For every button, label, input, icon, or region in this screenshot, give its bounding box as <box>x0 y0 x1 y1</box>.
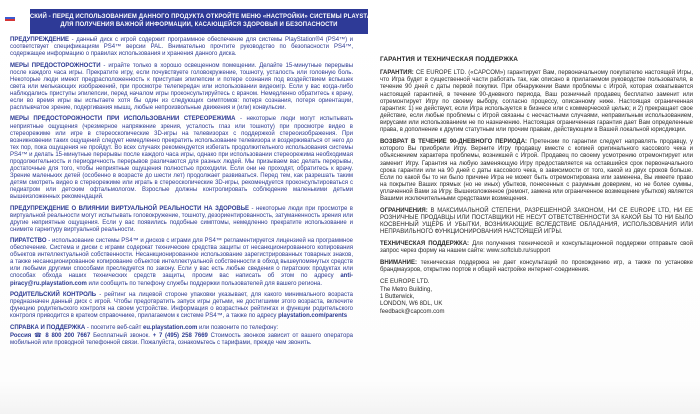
address-line: 1 Butterwick, <box>380 294 415 301</box>
paragraph-heading: ТЕХНИЧЕСКАЯ ПОДДЕРЖКА: <box>380 241 470 248</box>
paragraph-heading: ПИРАТСТВО <box>10 238 47 245</box>
paragraph-heading: МЕРЫ ПРЕДОСТОРОЖНОСТИ <box>10 62 101 69</box>
safety-column <box>10 37 353 352</box>
parents-url: playstation.com/parents <box>278 313 348 320</box>
banner-line1 <box>5 14 394 22</box>
country-label: Россия <box>10 333 32 340</box>
support-url: eu.playstation.com <box>143 324 198 331</box>
paragraph-heading: СПРАВКА И ПОДДЕРЖКА <box>10 324 86 331</box>
stereo-precautions-paragraph: МЕРЫ ПРЕДОСТОРОЖНОСТИ ПРИ ИСПОЛЬЗОВАНИИ СТЕРЕОРЕЖИМА - некоторые люди могут испытывать неприятные ощущения (чрезмерное напряжение зрения, усталость глаз или тошноту) при просмотре видео в стереорежиме или игре в стереоскопические 3D-игры на телевизорах с поддержкой стереоизображения. При возникновении таких ощущений следует немедленно прекратить использование телевизора и воздерживаться от него до тех пор, пока ощущения не пройдут. Во всех случаях рекомендуется избегать продолжительного использования системы PS4™ и делать 15-минутные перерывы после каждого часа игры, однако при использовании стереорежима необходимая продолжительность и периодичность перерывов различаются для разных людей. Мы призываем вас делать перерывы, достаточные для того, чтобы неприятные ощущения полностью проходили. Если они не проходят, обратитесь к врачу. Зрение маленьких детей (особенно в возрасте до шести лет) продолжает развиваться. Перед тем, как разрешать таким детям смотреть видео в стереорежиме или играть в стереоскопические 3D-игры, рекомендуется проконсультироваться с педиатром или детским офтальмологом. Взрослые должны контролировать соблюдение маленькими детьми вышеизложенных рекомендаций. <box>10 116 353 200</box>
address-line: CE EUROPE LTD. <box>380 279 430 286</box>
banner-line2-text: ДЛЯ ПОЛУЧЕНИЯ ВАЖНОЙ ИНФОРМАЦИИ, КАСАЮЩЕЙСЯ ЗДОРОВЬЯ И БЕЗОПАСНОСТИ <box>60 21 338 28</box>
feedback-email: feedback@capcom.com <box>380 308 445 315</box>
paragraph-heading: ОГРАНИЧЕНИЯ: <box>380 207 428 214</box>
paragraph-heading: ГАРАНТИЯ: <box>380 70 414 77</box>
phone-info: Россия ☎ 8 800 200 7667 Бесплатный звонок. + 7 (495) 258 7669 Стоимость звонков зависит от вашего оператора мобильной или проводной телефонной связи. Пожалуйста, ознакомьтесь с тарифами, прежде чем звонить. <box>10 333 353 347</box>
limitations-paragraph: ОГРАНИЧЕНИЯ: В МАКСИМАЛЬНОЙ СТЕПЕНИ, РАЗРЕШЕННОЙ ЗАКОНОМ, НИ CE EUROPE LTD, НИ ЕЕ РОЗНИЧНЫЕ ПРОДАВЦЫ ИЛИ ПОСТАВЩИКИ НЕ НЕСУТ ОТВЕТСТВЕННОСТИ ЗА КАКОЙ БЫ ТО НИ БЫЛО КОСВЕННЫЙ УЩЕРБ И УБЫТКИ, ВОЗНИКАЮЩИЕ ВСЛЕДСТВИЕ ОБЛАДАНИЯ, ИСПОЛЬЗОВАНИЯ ИЛИ НЕПРАВИЛЬНОГО ФУНКЦИОНИРОВАНИЯ НАСТОЯЩЕЙ ИГРЫ. <box>380 207 693 236</box>
warranty-title: ГАРАНТИЯ И ТЕХНИЧЕСКАЯ ПОДДЕРЖКА <box>380 56 519 63</box>
banner-line1-text: РУССКИЙ - ПЕРЕД ИСПОЛЬЗОВАНИЕМ ДАННОГО ПРОДУКТА ОТКРОЙТЕ МЕНЮ «НАСТРОЙКИ» СИСТЕМЫ PLAYSTATION®4 <box>17 13 394 20</box>
tollfree-number: 8 800 200 7667 <box>45 333 91 340</box>
attention-paragraph: ВНИМАНИЕ: техническая поддержка не дает консультаций по прохождению игр, а также по установке брандмауэров, открытию портов и общей настройке интернет-соединения. <box>380 259 693 274</box>
telephone-icon: ☎ <box>34 333 43 340</box>
parental-control-paragraph: РОДИТЕЛЬСКИЙ КОНТРОЛЬ - рейтинг на лицевой стороне упаковки указывает, для какого минимального возраста предназначен данный диск с игрой. Чтобы предотвратить запуск игры детьми, не достигшими этого возраста, включите функцию родительского контроля на своем устройстве. Информация о возрастных рейтингах и функции родительского контроля приводится в кратком справочнике, прилагаемом к системе PS4™, а также по адресу playstation.com/parents <box>10 292 353 320</box>
address-line: LONDON, W6 8DL, UK <box>380 301 443 308</box>
paragraph-heading: ПРЕДУПРЕЖДЕНИЕ О ВЛИЯНИИ ВИРТУАЛЬНОЙ РЕАЛЬНОСТИ НА ЗДОРОВЬЕ <box>10 205 250 212</box>
warranty-column <box>380 56 693 316</box>
precautions-paragraph: МЕРЫ ПРЕДОСТОРОЖНОСТИ - играйте только в хорошо освещенном помещении. Делайте 15-минутные перерывы после каждого часа игры. Прекратите игру, если почувствуете головокружение, тошноту, усталость или головную боль. Некоторые люди имеют предрасположенность к приступам эпилепсии и потере сознания под воздействием вспышек света или мелькающих изображений, при просмотре телепередач или использовании видеоигр. Если у вас когда-либо наблюдались приступы эпилепсии, перед началом игры проконсультируйтесь с врачом. Немедленно обратитесь к врачу, если во время игры вы испытаете хотя бы один из следующих симптомов: потеря сознания, потеря ориентации, расплывчатое зрение, подергивания мышц, любые непроизвольные движения и (или) конвульсии. <box>10 62 354 111</box>
piracy-paragraph: ПИРАТСТВО - использование системы PS4™ и дисков с играми для PS4™ регламентируется лицензией на программное обеспечение. Система и диски с играми содержат технические средства защиты от несанкционированного копирования объектов интеллектуальной собственности. Несанкционированное использование зарегистрированных товарных знаков, а также несанкционированное копирование объектов интеллектуальной собственности в обход вышеупомянутых средств или любыми другими способами преследуется по закону. Если у вас есть любые сведения о пиратских продуктах или способах обхода наших технических средств защиты, просим вас написать об этом по адресу anti-piracy@ru.playstation.com или сообщить по телефону службы поддержки пользователей для вашего региона. <box>10 238 353 287</box>
support-paragraph: СПРАВКА И ПОДДЕРЖКА - посетите веб-сайт eu.playstation.com или позвоните по телефону: <box>10 324 279 331</box>
publisher-address <box>380 279 693 316</box>
paragraph-heading: МЕРЫ ПРЕДОСТОРОЖНОСТИ ПРИ ИСПОЛЬЗОВАНИИ СТЕРЕОРЕЖИМА <box>10 116 236 123</box>
tech-support-paragraph: ТЕХНИЧЕСКАЯ ПОДДЕРЖКА: Для получения технической и консультационной поддержки отправьте свой запрос через форму на нашем сайте: www.softclub.ru/support <box>380 241 693 255</box>
russia-flag-icon <box>5 15 15 21</box>
paragraph-heading: ВНИМАНИЕ: <box>380 259 417 266</box>
health-safety-banner <box>17 9 394 34</box>
paragraph-heading: ПРЕДУПРЕЖДЕНИЕ <box>10 37 70 43</box>
returns-paragraph: ВОЗВРАТ В ТЕЧЕНИЕ 90-ДНЕВНОГО ПЕРИОДА: Претензии по гарантии следует направлять продавцу, у которого Вы приобрели Игру. Верните Игру продавцу вместе с копией оригинального кассового чека и объяснением характера проблемы, возникшей с Игрой. Продавец по своему усмотрению отремонтирует или заменит Игру. Гарантия на любую заменяющую Игру предоставляется на оставшийся срок первоначального срока гарантии или на 90 дней с даты кассового чека, в зависимости от того, какой из двух сроков больше. Если по какой бы то ни было причине Игра не может быть отремонтирована или заменена, Вы имеете право на покрытие Ваших прямых (но не иных) убытков, понесенных с разумным доверием, но не более суммы, уплаченной Вами за Игру. Вышеизложенное (ремонт, замена или ограниченное возмещение убытков) является Вашими исключительными средствами возмещения. <box>380 139 693 203</box>
paragraph-heading: ВОЗВРАТ В ТЕЧЕНИЕ 90-ДНЕВНОГО ПЕРИОДА: <box>380 139 528 146</box>
address-line: The Metro Building, <box>380 286 433 293</box>
paragraph-heading: РОДИТЕЛЬСКИЙ КОНТРОЛЬ <box>10 292 97 299</box>
warranty-paragraph: ГАРАНТИЯ: CE EUROPE LTD. («CAPCOM») гарантирует Вам, первоначальному покупателю настоящей Игры, что Игра будет в существенной части работать так, как описано в прилагаемом руководстве пользователя, в течение 90 дней с даты первой покупки. При обнаружении Вами проблемы с Игрой, которая охватывается настоящей гарантией, в течение 90-дневного периода, Ваш розничный продавец бесплатно заменит или отремонтирует Игру по своему выбору, согласно процессу, описанному ниже. Настоящая ограниченная гарантия: 1) не действует, если Игра используется в бизнесе или с коммерческой целью; и 2) прекращает свое действие, если любые проблемы с Игрой связаны с несчастными случаями, неправильным использованием, вирусами или использованием не по назначению. Настоящая ограниченная гарантия дает Вам определенные права, в дополнение к другим статутным или прочим правам, действующим в Вашей локальной юрисдикции. <box>380 70 693 134</box>
warning-paragraph: ПРЕДУПРЕЖДЕНИЕ - данный диск с игрой содержит программное обеспечение для системы PlayStation®4 (PS4™) и соответствует спецификациям PS4™ версии PAL. Внимательно прочтите руководство по безопасности PS4™, содержащее информацию о правилах использования и хранения данного диска. <box>10 37 353 58</box>
moscow-number: + 7 (495) 258 7669 <box>152 333 208 340</box>
anti-piracy-email: anti-piracy@ru.playstation.com <box>10 273 353 287</box>
vr-health-paragraph: ПРЕДУПРЕЖДЕНИЕ О ВЛИЯНИИ ВИРТУАЛЬНОЙ РЕАЛЬНОСТИ НА ЗДОРОВЬЕ - некоторые люди при просмотре в виртуальной реальности могут испытывать головокружение, тошноту, дезориентированность, затуманенность зрения или другие неприятные ощущения. Если у вас появились подобные симптомы, немедленно прекратите использование и снимите гарнитуру виртуальной реальности. <box>10 205 353 233</box>
